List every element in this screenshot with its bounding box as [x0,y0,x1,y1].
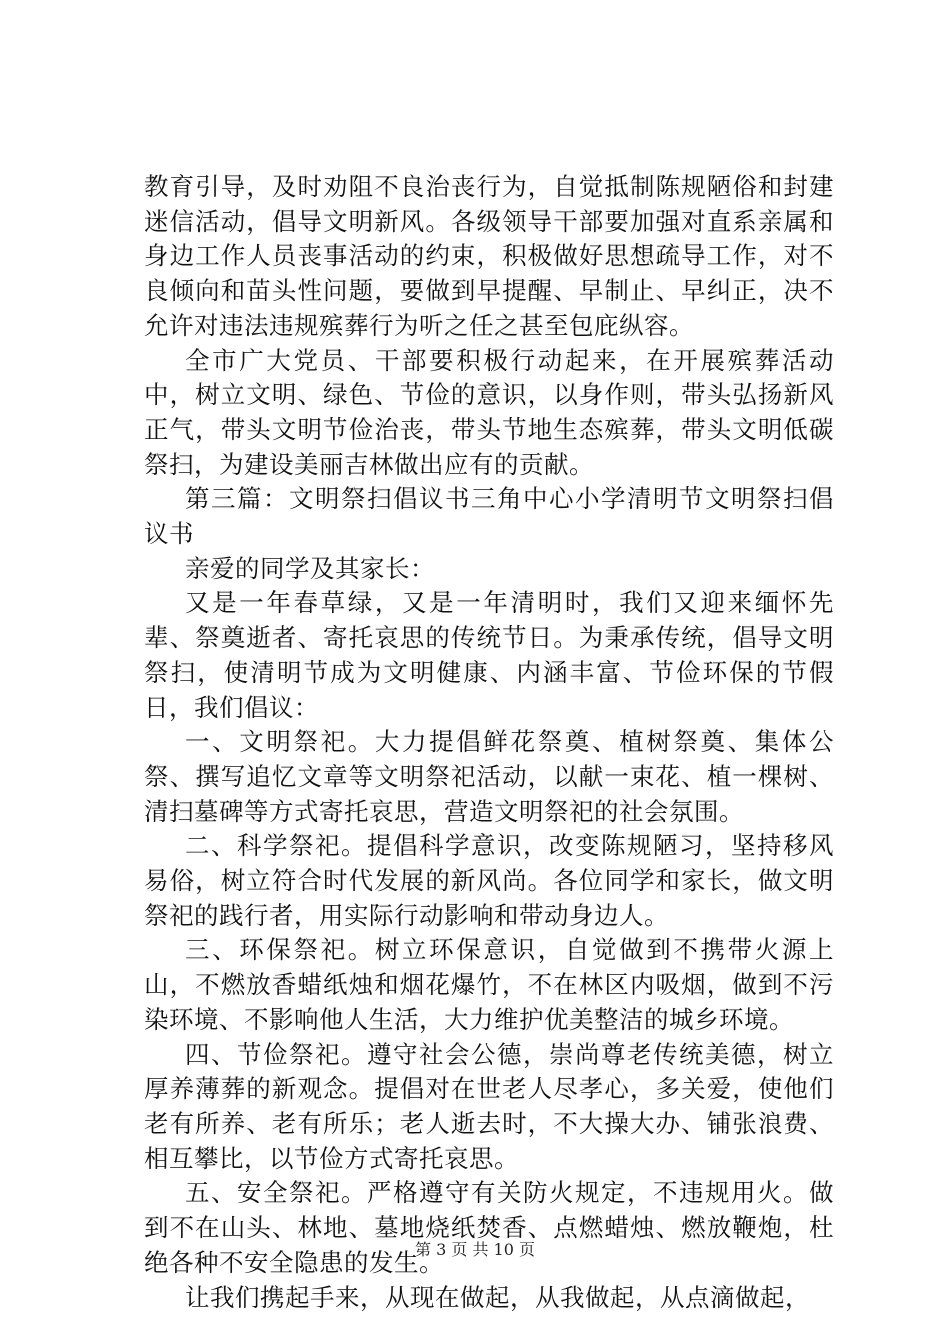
paragraph: 让我们携起手来，从现在做起，从我做起，从点滴做起， [185,1282,810,1312]
proposal-item-4: 四、节俭祭祀。遵守社会公德，崇尚尊老传统美德，树立厚养薄葬的新观念。提倡对在世老人尽孝心，多关爱，使他们老有所养、老有所乐；老人逝去时，不大操大办、铺张浪费、相互攀比，以节俭方式寄托哀思。 [144,1039,834,1173]
page-number: 第 3 页 共 10 页 [415,1240,535,1259]
proposal-item-2: 二、科学祭祀。提倡科学意识，改变陈规陋习，坚持移风易俗，树立符合时代发展的新风尚。各位同学和家长，做文明祭祀的践行者，用实际行动影响和带动身边人。 [144,831,834,930]
document-body [144,170,834,1315]
proposal-item-5: 五、安全祭祀。严格遵守有关防火规定，不违规用火。做到不在山头、林地、墓地烧纸焚香、点燃蜡烛、燃放鞭炮，杜绝各种不安全隐患的发生。 [144,1178,834,1277]
salutation: 亲爱的同学及其家长： [185,553,435,583]
proposal-item-1: 一、文明祭祀。大力提倡鲜花祭奠、植树祭奠、集体公祭、撰写追忆文章等文明祭祀活动，以献一束花、植一棵树、清扫墓碑等方式寄托哀思，营造文明祭祀的社会氛围。 [144,727,834,826]
paragraph: 教育引导，及时劝阻不良治丧行为，自觉抵制陈规陋俗和封建迷信活动，倡导文明新风。各级领导干部要加强对直系亲属和身边工作人员丧事活动的约束，积极做好思想疏导工作，对不良倾向和苗头性问题，要做到早提醒、早制止、早纠正，决不允许对违法违规殡葬行为听之任之甚至包庇纵容。 [144,172,834,340]
paragraph: 全市广大党员、干部要积极行动起来，在开展殡葬活动中，树立文明、绿色、节俭的意识，以身作则，带头弘扬新风正气，带头文明节俭治丧，带头节地生态殡葬，带头文明低碳祭扫，为建设美丽吉林做出应有的贡献。 [144,345,834,479]
section-heading: 第三篇：文明祭扫倡议书三角中心小学清明节文明祭扫倡议书 [144,484,834,549]
proposal-item-3: 三、环保祭祀。树立环保意识，自觉做到不携带火源上山，不燃放香蜡纸烛和烟花爆竹，不在林区内吸烟，做到不污染环境、不影响他人生活，大力维护优美整洁的城乡环境。 [144,935,834,1034]
paragraph: 又是一年春草绿，又是一年清明时，我们又迎来缅怀先辈、祭奠逝者、寄托哀思的传统节日。为秉承传统，倡导文明祭扫，使清明节成为文明健康、内涵丰富、节俭环保的节假日，我们倡议： [144,588,834,722]
